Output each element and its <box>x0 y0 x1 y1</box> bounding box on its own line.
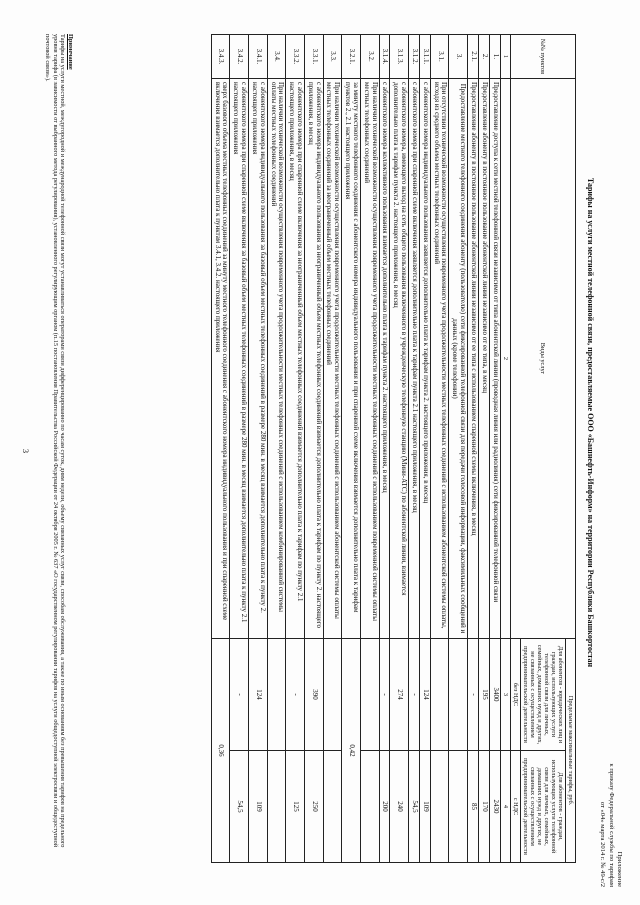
row-tariff-citizens: 240 <box>390 751 409 863</box>
row-number: 3.4.2. <box>230 35 249 79</box>
row-service: за минуту местного телефонного соединения с абонентского номера индивидуального пользования и при спаренной схеме включения взимается дополнительно плата к тарифам пунктов 2., 2.1 настоящего приложения <box>342 79 361 639</box>
col-header-number: №№ пунктов <box>510 35 575 79</box>
row-number: 3.2.1. <box>342 35 361 79</box>
table-row <box>489 35 500 863</box>
row-number: 3.4. <box>267 35 286 79</box>
row-tariff-legal: 195 <box>478 639 489 751</box>
row-tariff-citizens: 170 <box>478 751 489 863</box>
row-tariff-citizens: 2430 <box>489 751 500 863</box>
table-row <box>390 35 409 863</box>
table-row <box>449 35 468 863</box>
row-number: 2.1. <box>468 35 479 79</box>
row-tariff-citizens: 85 <box>468 751 479 863</box>
col-header-tariffs: Предельные максимальные тарифы, руб. <box>565 639 575 863</box>
row-service: с абонентского номера индивидуального пользования заявляется дополнительно плата к тарифам пункта 2. настоящего приложения, в месяц <box>419 79 430 639</box>
row-tariff-legal: 274 <box>390 639 409 751</box>
row-tariff-legal: 124 <box>419 639 430 751</box>
row-number: 3.3. <box>323 35 342 79</box>
row-number: 2. <box>478 35 489 79</box>
index-cell: 2 <box>500 79 510 639</box>
row-number: 3.4.1. <box>249 35 268 79</box>
row-tariff-legal: - <box>230 639 249 751</box>
row-service: с абонентского номера коллективного пользования взимается дополнительно плата к тарифам пункта 2. настоящего приложения, в месяц <box>379 79 390 639</box>
row-tariff-legal: 390 <box>305 639 324 751</box>
row-number: 3.4.3. <box>211 35 230 79</box>
col-header-citizens-vat: с НДС <box>510 751 520 863</box>
row-tariff-citizens: 250 <box>305 751 324 863</box>
row-tariff-citizens <box>323 751 342 863</box>
row-tariff-legal <box>360 639 379 751</box>
row-tariff-merged: 0,42 <box>342 639 361 863</box>
row-service: с абонентского номера при спаренной схеме включения за базовый объем местных телефонных соединений в размере 280 мин. в месяц взимается дополнительно плата к пункту 2.1 настоящего приложения <box>230 79 249 639</box>
tariff-rows <box>211 35 500 863</box>
row-number: 3.3.1. <box>305 35 324 79</box>
row-service: с абонентского номера при спаренной схеме включения за неограниченный объем местных телефонных соединений взимается дополнительно плата к тарифам по пункту 2.1 настоящего приложения, в месяц <box>286 79 305 639</box>
table-row <box>478 35 489 863</box>
document-title: Тарифы на услуги местной телефонной связи, предоставляемые ООО «Башнефть-Информ» на территории Республики Башкортостан <box>586 177 595 668</box>
table-row <box>360 35 379 863</box>
row-number: 1. <box>489 35 500 79</box>
table-row <box>249 35 268 863</box>
note-text: Тарифы на услуги местной, междугородной и международной телефонной связи могут устанавливаться операторами связи дифференцированно по часам суток, дням недели, объему связанных услуг связи, способам обслуживания, а также по иным основаниям без превышения тарифов на предельного уровня тарифа (в зависимости от выбранного метода регулирования), установленного регулирующим органом (п.15 постановления Правительства Российской Федерации от 24 октября 2005 г. № 637 «О государственном регулировании тарифов на услуги общедоступной электросвязи и общедоступной почтовой связи»). <box>44 34 67 848</box>
row-service: с абонентского номера индивидуального пользования за базовый объем местных телефонных соединений в размере 280 мин. в месяц взимается дополнительно плата к пункту 2. настоящего приложения <box>249 79 268 639</box>
row-tariff-citizens <box>430 751 449 863</box>
table-row <box>430 35 449 863</box>
row-service: Предоставление абоненту в постоянное пользование абонентской линии независимо от ее типа, в месяц <box>478 79 489 639</box>
row-number: 3.2. <box>360 35 379 79</box>
appendix-order: к приказу Федеральной службы по тарифам <box>607 763 615 887</box>
table-row <box>286 35 305 863</box>
col-header-legal-vat: без НДС <box>510 639 520 751</box>
row-tariff-legal: 124 <box>249 639 268 751</box>
row-tariff-citizens: 109 <box>419 751 430 863</box>
row-service: с абонентского номера индивидуального пользования за неограниченный объем местных телефонных соединений взимается дополнительно плата к тарифам по пункту 2. настоящего приложения, в месяц <box>305 79 324 639</box>
row-service: При отсутствии технической возможности осуществления повременного учета продолжительности местных телефонных соединений с использованием абонентской системы оплаты, исходя из среднего объема местных телефонных соединений <box>430 79 449 639</box>
appendix-header <box>598 764 624 887</box>
row-tariff-citizens <box>360 751 379 863</box>
col-header-legal: Для абонентов - юридических лиц и граждан, использующих услуги телефонной связи для личных, семейных, домашних нужд и других, не связанных с осуществлением предпринимательской деятельности <box>520 639 565 751</box>
appendix-date: от «04» марта 2014 г. № 49-с/2 <box>599 801 607 887</box>
table-row <box>419 35 430 863</box>
row-tariff-citizens: 54,5 <box>409 751 420 863</box>
row-tariff-legal: - <box>286 639 305 751</box>
index-cell: 1 <box>500 35 510 79</box>
table-row <box>342 35 361 863</box>
col-header-citizens: Для абонентов - граждан, использующих услуги телефонной связи для личных, семейных, домашних нужд и других, не связанных с осуществлением предпринимательской деятельности <box>520 751 565 863</box>
row-service: Предоставление абоненту в постоянное пользование абонентской линии независимо от ее типа с использованием спаренной схемы включения, в месяц <box>468 79 479 639</box>
appendix-label: Приложение <box>616 851 623 887</box>
table-row <box>305 35 324 863</box>
note-block <box>44 34 74 864</box>
row-tariff-legal: - <box>468 639 479 751</box>
row-number: 3.1.1. <box>419 35 430 79</box>
table-row <box>267 35 286 863</box>
table-row <box>409 35 420 863</box>
row-tariff-legal <box>323 639 342 751</box>
col-header-service: Виды услуг <box>510 79 575 639</box>
row-tariff-legal <box>430 639 449 751</box>
row-tariff-citizens <box>449 751 468 863</box>
row-number: 3. <box>449 35 468 79</box>
row-service: Предоставление местного телефонного соединения абоненту (пользователю) сети фиксированной телефонной связи для передачи голосовой информации, факсимильных сообщений и данных (кроме телефонии) <box>449 79 468 639</box>
row-tariff-legal <box>267 639 286 751</box>
table-row <box>468 35 479 863</box>
tariff-table <box>211 34 576 863</box>
row-number: 3.1. <box>430 35 449 79</box>
row-service: сверх базового объема местных телефонных соединений за минуту местного телефонного соединения с абонентского номера индивидуального пользования и при спаренной схеме включения взимается дополнительно плата к пунктам 3.4.1, 3.4.2. настоящего приложения <box>211 79 230 639</box>
row-service: При наличии технической возможности осуществления повременного учета продолжительности местных телефонных соединений с использованием повременной системы оплаты местных телефонных соединений <box>360 79 379 639</box>
row-number: 3.3.2. <box>286 35 305 79</box>
document-sheet <box>6 4 634 901</box>
row-tariff-legal: 3400 <box>489 639 500 751</box>
row-number: 3.1.4. <box>379 35 390 79</box>
row-tariff-legal <box>449 639 468 751</box>
row-tariff-legal: - <box>379 639 390 751</box>
row-tariff-citizens: 54,5 <box>230 751 249 863</box>
row-tariff-citizens: 200 <box>379 751 390 863</box>
table-row <box>323 35 342 863</box>
index-cell: 3 <box>500 639 510 751</box>
index-cell: 4 <box>500 751 510 863</box>
row-tariff-citizens: 109 <box>249 751 268 863</box>
page-number: 3 <box>21 449 30 453</box>
row-service: При наличии технической возможности осуществления повременного учета продолжительности местных телефонных соединений с использованием абонентской системы оплаты местных телефонных соединений за неограниченный объем местных телефонных соединений <box>323 79 342 639</box>
row-service: Предоставление доступа к сети местной телефонной связи независимо от типа абонентской линии (проводная линия или радиолиния) сети фиксированной телефонной связи <box>489 79 500 639</box>
row-tariff-merged: 0,36 <box>211 639 230 863</box>
row-service: с абонентского номера при спаренной схеме включения заявляется дополнительно плата к тарифам пункта 2.1 настоящего приложения, в месяц <box>409 79 420 639</box>
row-tariff-citizens <box>267 751 286 863</box>
row-number: 3.1.2. <box>409 35 420 79</box>
row-number: 3.1.3. <box>390 35 409 79</box>
note-label: Примечание <box>67 34 74 70</box>
table-row <box>230 35 249 863</box>
row-service: При наличии технической возможности осуществления повременного учета продолжительности местных телефонных соединений с использованием комбинированной системы оплаты местных телефонных соединений <box>267 79 286 639</box>
row-service: с абонентского номера, имеющего выход на сеть общего пользования включенного в учрежденческую телефонную станцию (Мини-АТС) по абонентской линии, взимается дополнительно плата к тарифам пункта 2. настоящего приложения, в месяц <box>390 79 409 639</box>
row-tariff-citizens: 125 <box>286 751 305 863</box>
table-row <box>211 35 230 863</box>
row-tariff-legal: - <box>409 639 420 751</box>
table-row <box>379 35 390 863</box>
